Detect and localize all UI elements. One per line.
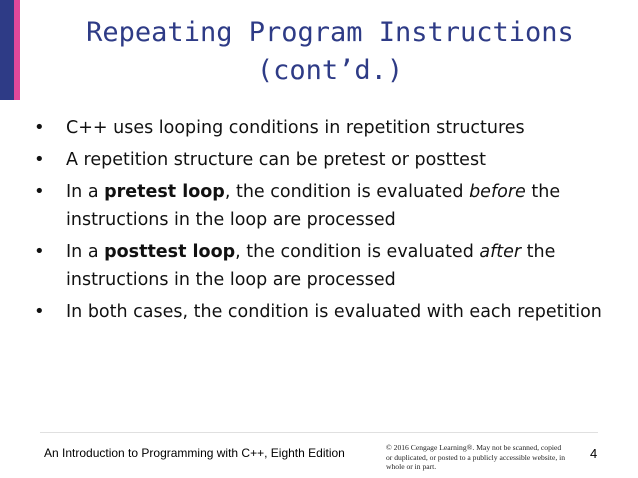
bullet-text-mid: , the condition is evaluated — [224, 182, 470, 202]
bullet-text: A repetition structure can be pretest or posttest — [66, 150, 486, 170]
bullet-term-pretest-loop: pretest loop — [104, 182, 225, 202]
bullet-term-posttest-loop: posttest loop — [104, 242, 236, 262]
bullet-text-mid: , the condition is evaluated — [235, 242, 480, 262]
bullet-item — [32, 146, 602, 174]
bullet-text-pre: In a — [66, 242, 105, 262]
footer-book-title: An Introduction to Programming with C++, Eighth Edition — [44, 446, 345, 460]
bullet-icon: • — [34, 149, 45, 170]
bullet-emphasis-after: after — [479, 242, 522, 262]
slide-title-line-1: Repeating Program Instructions — [86, 17, 574, 48]
bullet-text-pre: In a — [66, 182, 105, 202]
bullet-emphasis-before: before — [469, 182, 526, 202]
bullet-icon: • — [34, 117, 45, 138]
bullet-text-post: the instructions in the loop are processed — [66, 242, 556, 290]
slide-title — [80, 14, 580, 90]
bullet-icon: • — [34, 241, 45, 262]
footer-copyright: © 2016 Cengage Learning®. May not be scanned, copied or duplicated, or posted to a publicly accessible website, in whole or in part. — [386, 443, 566, 471]
bullet-item — [32, 114, 602, 142]
bullet-text-post: the instructions in the loop are processed — [66, 182, 561, 230]
bullet-text: In both cases, the condition is evaluated with each repetition — [66, 302, 602, 322]
bullet-icon: • — [34, 301, 45, 322]
decorative-stripe-blue — [0, 0, 14, 100]
bullet-item — [32, 238, 602, 294]
bullet-icon: • — [34, 181, 45, 202]
bullet-list — [32, 114, 602, 330]
footer-divider — [40, 432, 598, 433]
decorative-stripe-pink — [14, 0, 20, 100]
slide-title-line-2: (cont’d.) — [256, 55, 404, 86]
bullet-text: C++ uses looping conditions in repetition structures — [66, 118, 525, 138]
bullet-item — [32, 178, 602, 234]
bullet-item — [32, 298, 602, 326]
page-number: 4 — [590, 446, 598, 461]
